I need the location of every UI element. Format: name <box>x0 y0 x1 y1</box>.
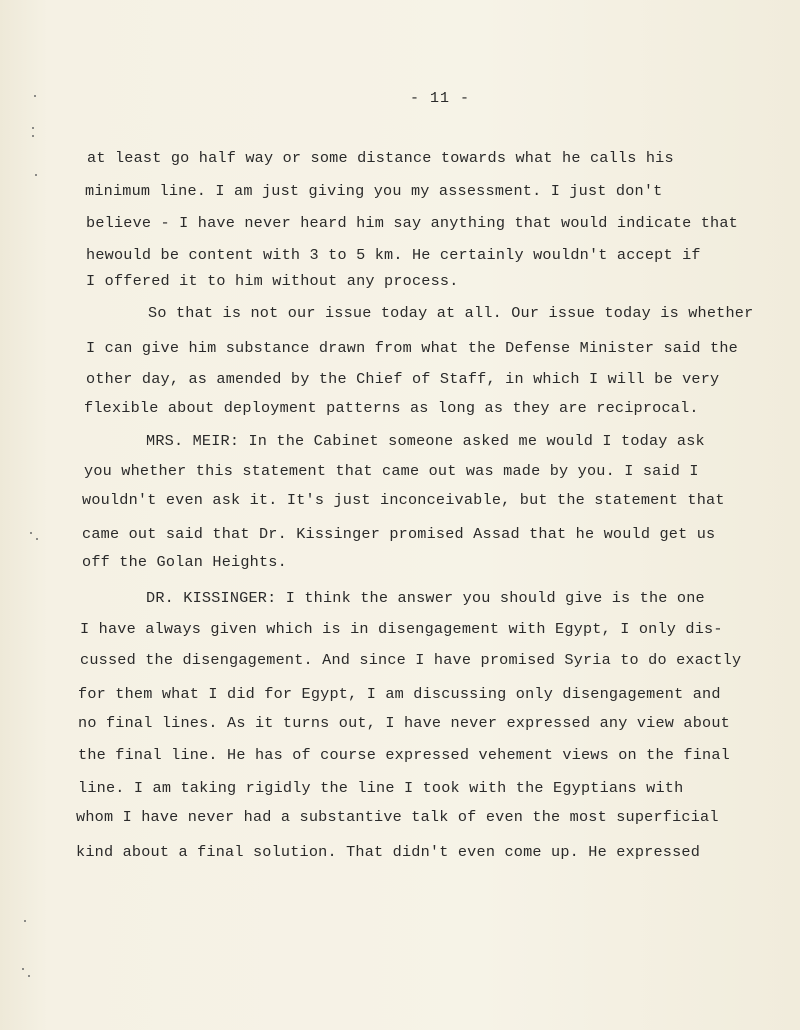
text-line: at least go half way or some distance towards what he calls his <box>87 149 674 167</box>
text-line: you whether this statement that came out was made by you. I said I <box>84 462 699 480</box>
text-line: other day, as amended by the Chief of Staff, in which I will be very <box>86 370 720 388</box>
page-number: - 11 - <box>409 90 470 107</box>
text-line: off the Golan Heights. <box>82 553 287 571</box>
text-line: So that is not our issue today at all. Our issue today is whether <box>148 304 754 322</box>
scan-speck <box>32 127 34 129</box>
text-line: believe - I have never heard him say anything that would indicate that <box>86 214 738 232</box>
scan-speck <box>34 95 36 97</box>
text-line: line. I am taking rigidly the line I took with the Egyptians with <box>78 779 684 797</box>
text-line: whom I have never had a substantive talk of even the most superficial <box>76 808 719 826</box>
text-line: no final lines. As it turns out, I have never expressed any view about <box>78 714 730 732</box>
text-line: for them what I did for Egypt, I am discussing only disengagement and <box>78 685 721 703</box>
text-line: the final line. He has of course expressed vehement views on the final <box>78 746 730 764</box>
text-line: I have always given which is in disengagement with Egypt, I only dis- <box>80 620 723 638</box>
text-line: kind about a final solution. That didn't even come up. He expressed <box>76 843 701 861</box>
text-line: hewould be content with 3 to 5 km. He certainly wouldn't accept if <box>86 246 701 264</box>
text-line: DR. KISSINGER: I think the answer you should give is the one <box>146 589 705 607</box>
text-line: came out said that Dr. Kissinger promised Assad that he would get us <box>82 525 716 543</box>
text-line: MRS. MEIR: In the Cabinet someone asked me would I today ask <box>146 432 705 450</box>
scan-speck <box>30 532 32 534</box>
text-line: I can give him substance drawn from what the Defense Minister said the <box>86 339 738 357</box>
scan-speck <box>24 920 26 922</box>
scan-speck <box>32 135 34 137</box>
scan-speck <box>22 968 24 970</box>
text-line: flexible about deployment patterns as long as they are reciprocal. <box>84 399 699 417</box>
text-line: wouldn't even ask it. It's just inconceivable, but the statement that <box>82 491 725 509</box>
scan-speck <box>28 975 30 977</box>
text-line: cussed the disengagement. And since I have promised Syria to do exactly <box>80 651 742 669</box>
scan-speck <box>35 174 37 176</box>
text-line: I offered it to him without any process. <box>86 272 459 290</box>
text-line: minimum line. I am just giving you my assessment. I just don't <box>85 182 663 200</box>
scan-speck <box>36 538 38 540</box>
